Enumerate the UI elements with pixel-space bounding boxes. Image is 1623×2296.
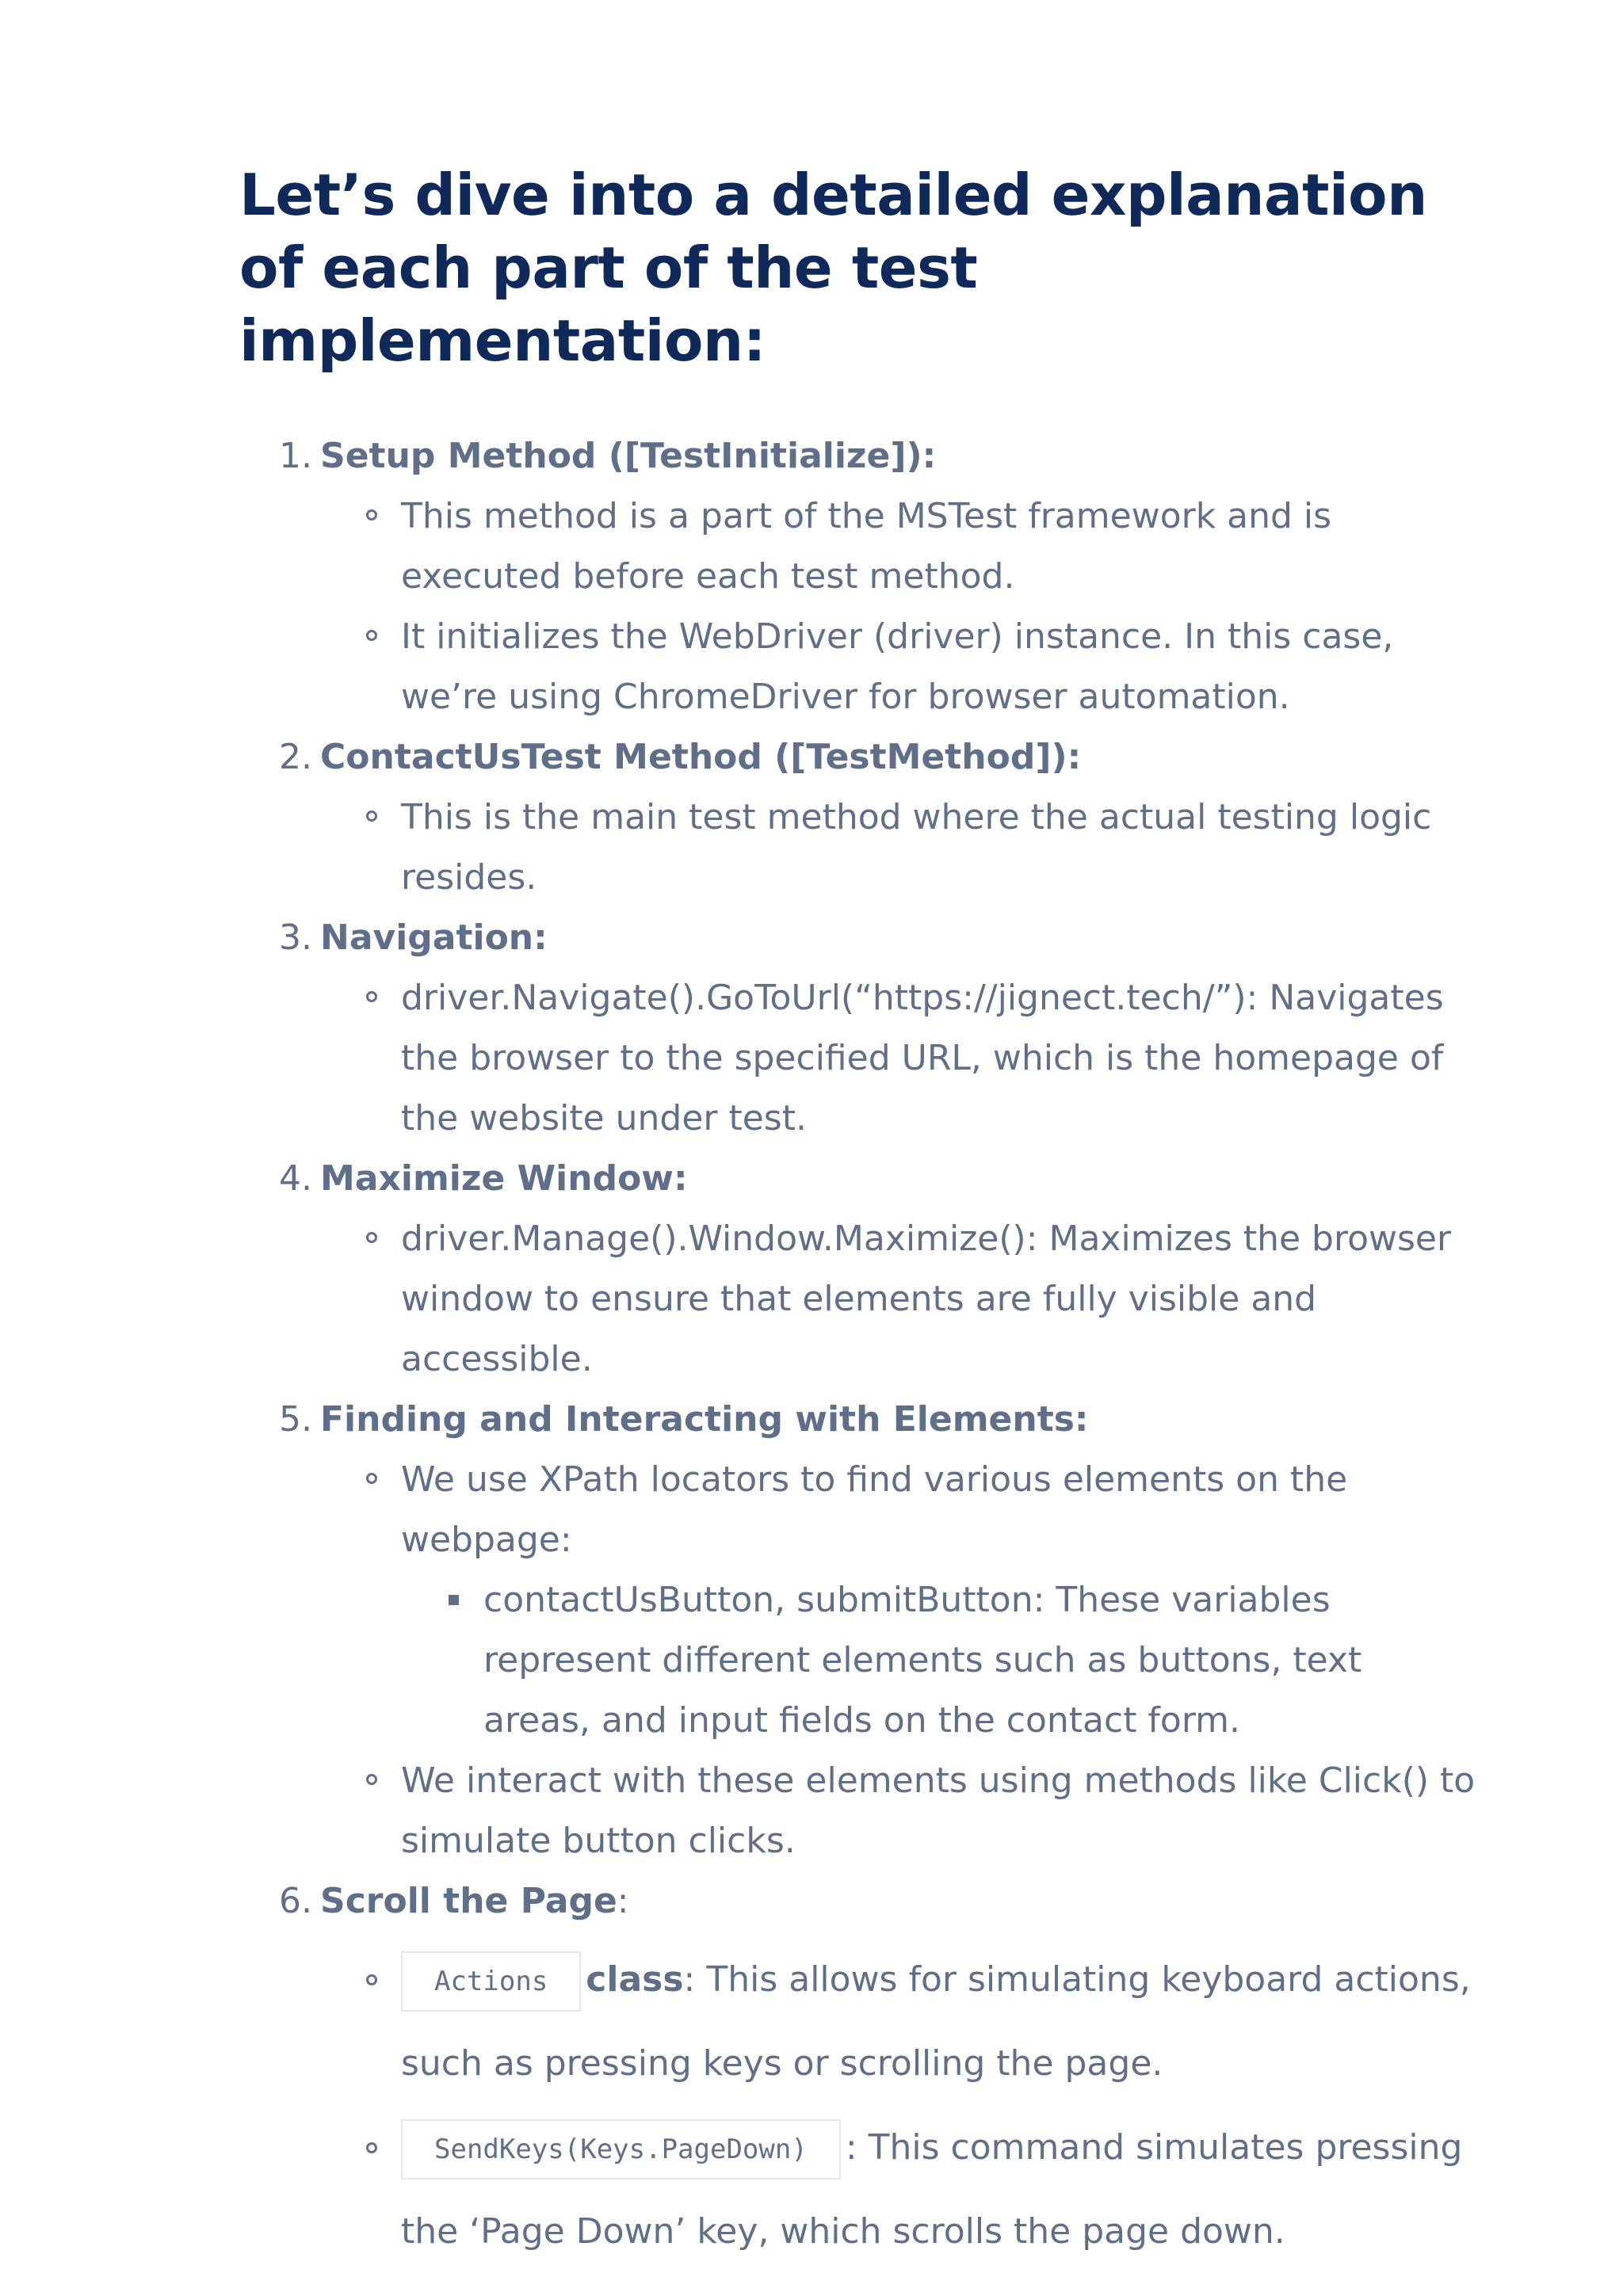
list-number: 1. — [279, 436, 312, 476]
article-content — [239, 158, 1476, 2274]
sub-list-item — [320, 968, 1476, 1149]
list-number: 5. — [279, 1399, 312, 1440]
list-number: 3. — [279, 917, 312, 958]
sub-item-text: : This command simulates pressing the ‘Page Down’ key, which scrolls the page down. — [401, 2127, 1463, 2252]
circle-bullet-icon — [366, 991, 377, 1002]
circle-bullet-icon — [366, 509, 377, 521]
list-item-2 — [239, 727, 1476, 908]
list-item-3 — [239, 908, 1476, 1149]
nested-item-text: contactUsButton, submitButton: These variables represent different elements such as buttons, text areas, and input fields on the contact form. — [483, 1580, 1362, 1741]
sub-list-item — [320, 1209, 1476, 1390]
sub-list — [320, 788, 1476, 908]
sub-item-text: It initializes the WebDriver (driver) instance. In this case, we’re using ChromeDriver for browser automation. — [401, 616, 1394, 717]
square-bullet-icon — [449, 1595, 459, 1605]
sub-item-text: We use XPath locators to find various elements on the webpage: — [401, 1459, 1348, 1560]
sub-list — [320, 1450, 1476, 1871]
item-heading: Navigation: — [320, 917, 548, 958]
item-heading: Setup Method ([TestInitialize]): — [320, 436, 937, 476]
sub-item-text: This method is a part of the MSTest framework and is executed before each test method. — [401, 496, 1332, 597]
sub-item-text: driver.Navigate().GoToUrl(“https://jignect.tech/”): Navigates the browser to the specified URL, which is the homepage of the website under test. — [401, 978, 1444, 1138]
item-heading: Maximize Window: — [320, 1158, 688, 1199]
nested-list-item — [401, 1570, 1476, 1751]
sub-list-item — [320, 1938, 1476, 2106]
list-item-1 — [239, 426, 1476, 727]
list-number: 6. — [279, 1881, 312, 1921]
sub-list — [320, 968, 1476, 1149]
circle-bullet-icon — [366, 630, 377, 641]
item-heading: Finding and Interacting with Elements: — [320, 1399, 1089, 1440]
circle-bullet-icon — [366, 1473, 377, 1484]
circle-bullet-icon — [366, 2142, 377, 2153]
code-snippet-actions: Actions — [401, 1951, 581, 2012]
code-snippet-sendkeys: SendKeys(Keys.PageDown) — [401, 2119, 841, 2180]
page-title: Let’s dive into a detailed explanation of each part of the test implementation: — [239, 162, 1427, 374]
circle-bullet-icon — [366, 1774, 377, 1785]
list-number: 4. — [279, 1158, 312, 1199]
numbered-list — [239, 426, 1476, 2274]
list-item-5 — [239, 1390, 1476, 1871]
sub-item-text: We interact with these elements using methods like Click() to simulate button clicks. — [401, 1760, 1476, 1861]
heading-suffix: : — [617, 1881, 629, 1921]
item-heading: ContactUsTest Method ([TestMethod]): — [320, 737, 1082, 777]
sub-item-text: : This allows for simulating keyboard actions, such as pressing keys or scrolling the page. — [401, 1959, 1471, 2084]
list-number: 2. — [279, 737, 312, 777]
circle-bullet-icon — [366, 810, 377, 822]
sub-item-text: driver.Manage().Window.Maximize(): Maximizes the browser window to ensure that elements are fully visible and accessible. — [401, 1219, 1452, 1379]
sub-list — [320, 486, 1476, 727]
sub-list-item — [320, 486, 1476, 607]
sub-list — [320, 1209, 1476, 1390]
sub-item-text: This is the main test method where the actual testing logic resides. — [401, 797, 1432, 898]
class-keyword: class — [586, 1959, 684, 2000]
list-item-4 — [239, 1149, 1476, 1390]
sub-list-item — [320, 1450, 1476, 1751]
sub-list-item — [320, 1751, 1476, 1871]
nested-list — [401, 1570, 1476, 1751]
sub-list — [320, 1938, 1476, 2274]
sub-list-item — [320, 2106, 1476, 2274]
sub-list-item — [320, 788, 1476, 908]
circle-bullet-icon — [366, 1974, 377, 1985]
list-item-6 — [239, 1871, 1476, 2274]
item-heading: Scroll the Page — [320, 1881, 617, 1921]
sub-list-item — [320, 607, 1476, 727]
circle-bullet-icon — [366, 1232, 377, 1243]
